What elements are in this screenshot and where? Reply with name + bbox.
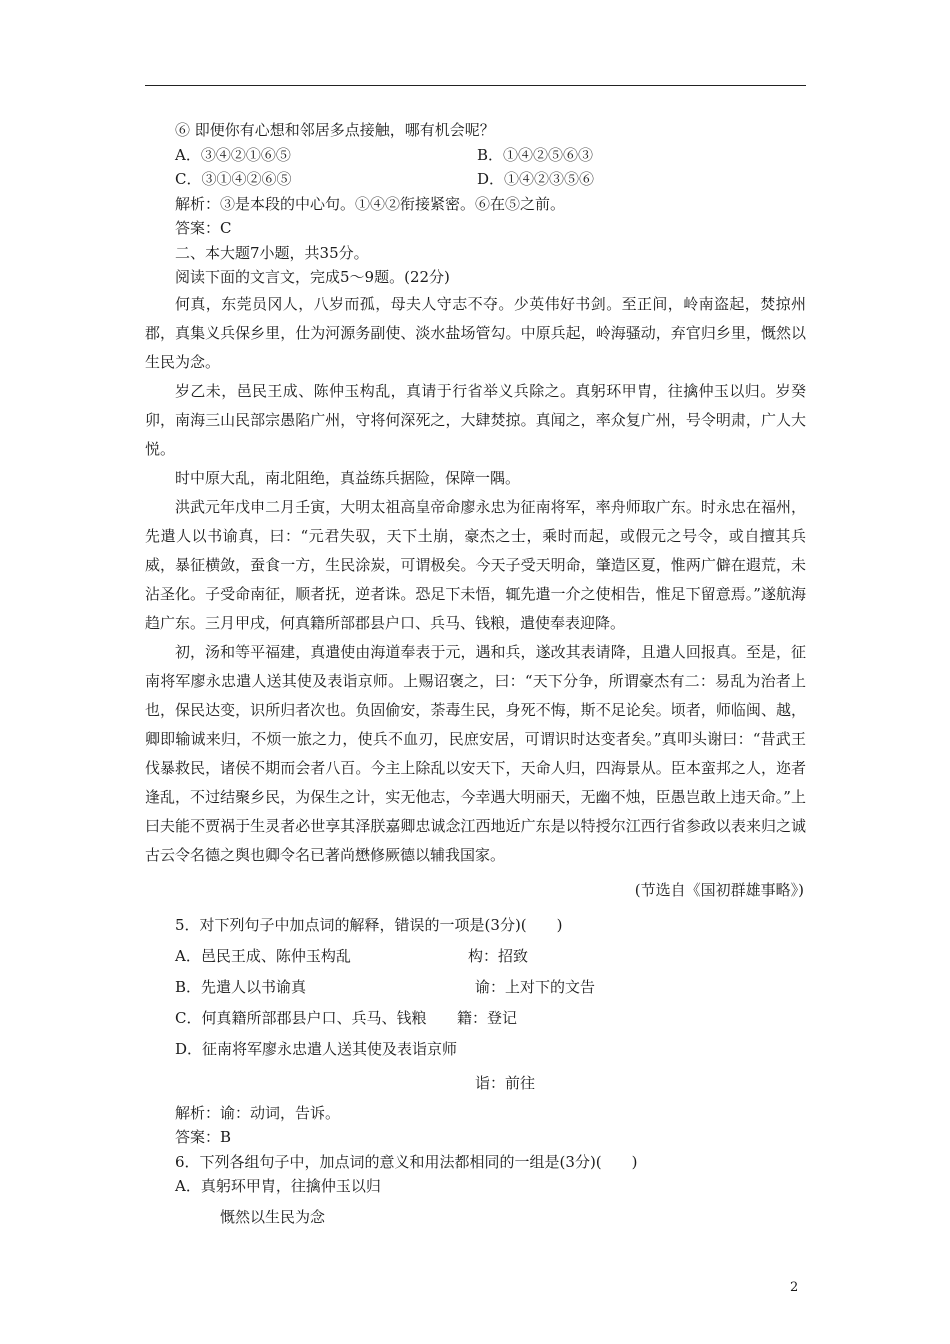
passage-paragraph-5: 初，汤和等平福建，真遣使由海道奉表于元，遇和兵，遂改其表请降，且遣人回报真。至是，征南将军廖永忠遣人送其使及表诣京师。上赐诏褒之，曰：“天下分争，所谓豪杰有二：易乱为治者上也，保民达变，识所归者次也。负固偷安，荼毒生民，身死不悔，斯不足论矣。顷者，师临闽、越，卿即输诚来归，不烦一旅之力，使兵不血刃，民庶安居，可谓识时达变者矣。”真叩头谢曰：“昔武王伐暴救民，诸侯不期而会者八百。今主上除乱以安天下，天命人归，四海景从。臣本蛮邦之人，迩者逢乱，不过结聚乡民，为保生之计，实无他志，今幸遇大明丽天，无幽不烛，臣愚岂敢上违天命。”上曰夫能不贾祸于生灵者必世享其泽朕嘉卿忠诚念江西地近广东是以特授尔江西行省参政以表来归之诚古云令名德之舆也卿令名已著尚懋修厥德以辅我国家。 — [145, 642, 806, 864]
q6-option-a: A．真躬环甲胄，往擒仲玉以归 — [175, 1177, 381, 1195]
q6-stem: 6．下列各组句子中，加点词的意义和用法都相同的一组是(3分)( ) — [175, 1152, 638, 1171]
q5-stem: 5．对下列句子中加点词的解释，错误的一项是(3分)( ) — [175, 915, 563, 934]
document-body — [145, 118, 806, 1235]
q5-option-c — [145, 1003, 806, 1034]
options-row-cd — [145, 167, 806, 192]
passage-paragraph-1: 何真，东莞员冈人，八岁而孤，母夫人守志不夺。少英伟好书剑。至正间，岭南盗起，焚掠州郡，真集义兵保乡里，仕为河源务副使、淡水盐场管勾。中原兵起，岭海骚动，弃官归乡里，慨然以生民为念。 — [145, 294, 806, 371]
q5-option-a-sentence: A．邑民王成、陈仲玉构乱 — [175, 946, 351, 965]
q5-analysis: 解析：谕：动词，告诉。 — [175, 1103, 341, 1122]
q5-option-d-sentence: D．征南将军廖永忠遣人送其使及表诣京师 — [175, 1039, 458, 1058]
section-heading: 二、本大题7小题，共35分。 — [175, 243, 369, 262]
option-a: A．③④②①⑥⑤ — [175, 145, 291, 164]
q5-option-b — [145, 972, 806, 1003]
q5-option-a-gloss: 构：招致 — [468, 946, 529, 965]
q6-option-a-second: 慨然以生民为念 — [220, 1207, 326, 1226]
q5-option-b-sentence: B．先遣人以书谕真 — [175, 977, 307, 996]
q5-option-c-gloss: 籍：登记 — [457, 1008, 518, 1027]
q5-option-a — [145, 941, 806, 972]
option-b: B．①④②⑤⑥③ — [477, 145, 594, 164]
q5-option-d-gloss: 诣：前往 — [475, 1073, 536, 1092]
option-c: C．③①④②⑥⑤ — [175, 170, 292, 188]
page-number: 2 — [790, 1280, 799, 1295]
q4-analysis: 解析：③是本段的中心句。①④②衔接紧密。⑥在⑤之前。 — [175, 194, 566, 213]
section-instruction: 阅读下面的文言文，完成5～9题。(22分) — [175, 268, 450, 286]
q5-answer: 答案：B — [175, 1128, 232, 1146]
passage-paragraph-3: 时中原大乱，南北阻绝，真益练兵据险，保障一隅。 — [175, 468, 521, 487]
passage-source: (节选自《国初群雄事略》) — [634, 880, 804, 899]
q5-option-c-sentence: C．何真籍所部郡县户口、兵马、钱粮 — [175, 1008, 427, 1027]
q5-option-b-gloss: 谕：上对下的文告 — [475, 977, 596, 996]
option-d: D．①④②③⑤⑥ — [477, 170, 595, 188]
options-row-ab — [145, 143, 806, 168]
q4-answer: 答案：C — [175, 219, 232, 237]
header-rule — [145, 85, 806, 86]
passage-paragraph-4: 洪武元年戊申二月壬寅，大明太祖高皇帝命廖永忠为征南将军，率舟师取广东。时永忠在福州，先遣人以书谕真，曰：“元君失驭，天下土崩，豪杰之士，乘时而起，或假元之号令，或自擅其兵威，暴征横敛，蚕食一方，生民涂炭，可谓极矣。今天子受天明命，肇造区夏，惟两广僻在遐荒，未沾圣化。子受命南征，顺者抚，逆者诛。恐足下未悟，辄先遣一介之使相告，惟足下留意焉。”遂航海趋广东。三月甲戌，何真籍所部郡县户口、兵马、钱粮，遣使奉表迎降。 — [145, 497, 806, 632]
passage-paragraph-2: 岁乙未，邑民王成、陈仲玉构乱，真请于行省举义兵除之。真躬环甲胄，往擒仲玉以归。岁癸卯，南海三山民部宗愚陷广州，守将何深死之，大肆焚掠。真闻之，率众复广州，号令明肃，广人大悦。 — [145, 381, 806, 458]
sentence-6: ⑥ 即便你有心想和邻居多点接触，哪有机会呢？ — [175, 121, 495, 139]
